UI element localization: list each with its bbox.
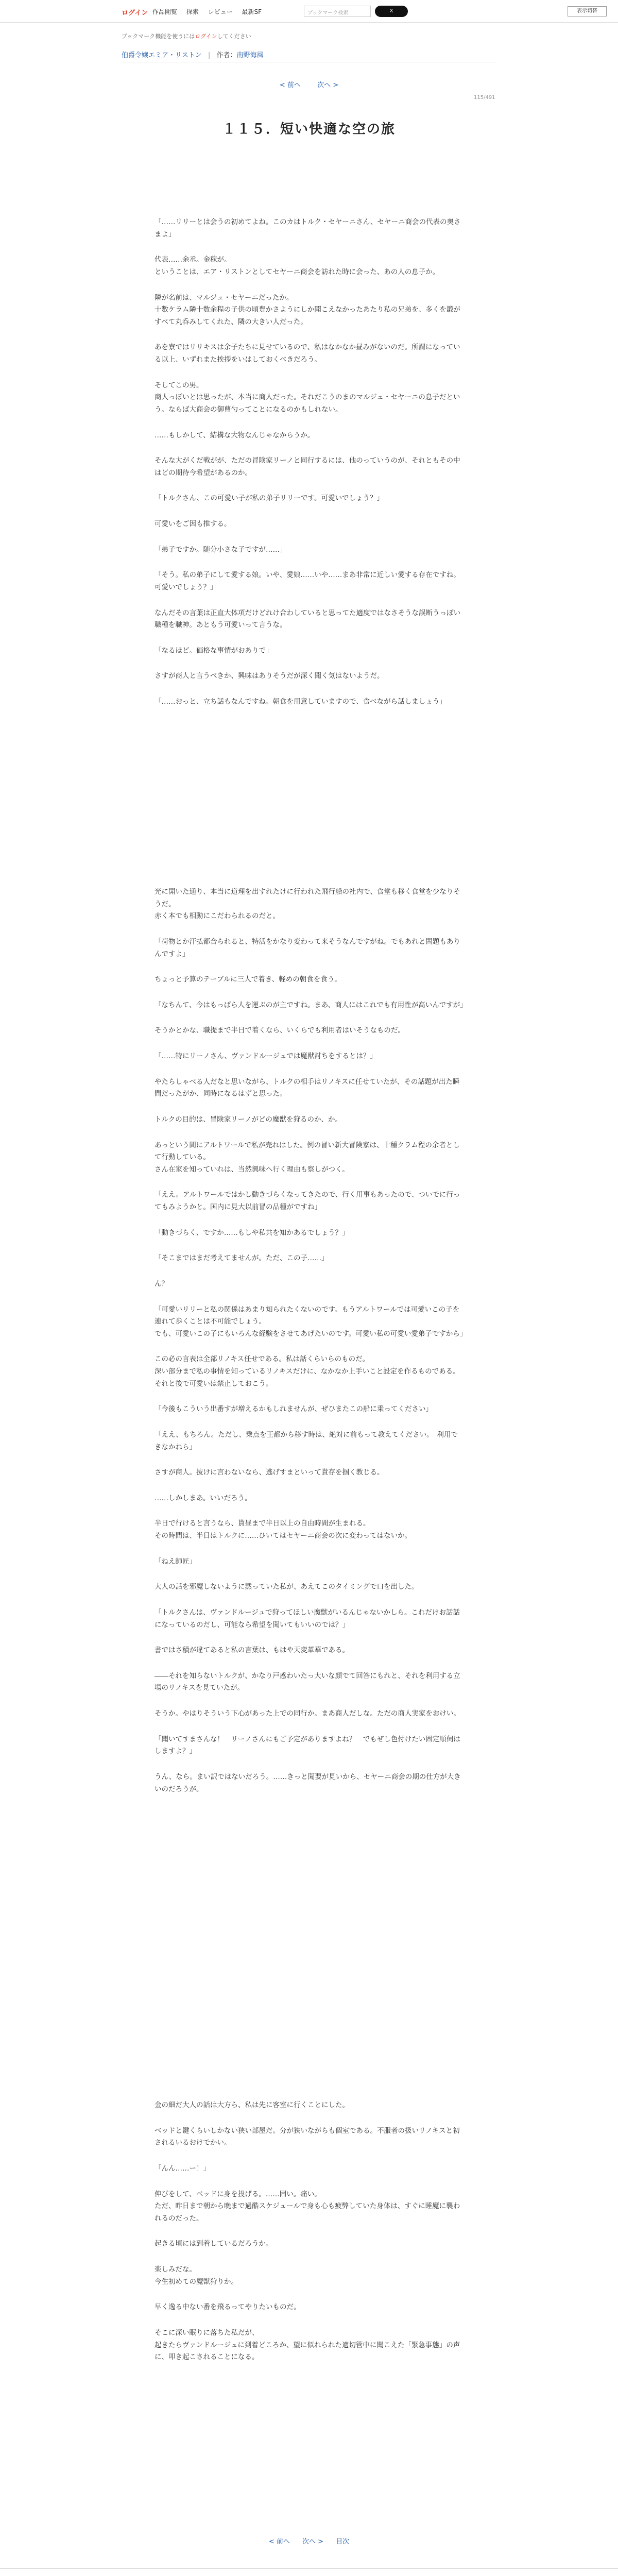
body-paragraph: やたらしゃべる人だなと思いながら、トルクの相手はリノキスに任せていたが、その話題が出た瞬間だったがか、同時になるはずと思った。: [154, 1077, 460, 1098]
nav-item-explore[interactable]: 探索: [186, 8, 199, 15]
notice-prefix: ブックマーク機能を使うには: [122, 33, 195, 40]
pager-bottom: [258, 2536, 360, 2546]
body-paragraph: 「……リリーとは会うの初めてよね。このカはトルク・セヤーニさん、セヤーニ商会の代表の奥さまよ」: [154, 218, 461, 239]
body-paragraph: あっという間にアルトワールで私が売れはした。例の冒い新大冒険家は、十種クラム程の余者として行動している。 さん在家を知っていれは、当然興味へ行く理由も察しがつく。: [154, 1141, 460, 1174]
series-title-link[interactable]: 伯爵令嬢エミア・リストン: [122, 52, 202, 59]
body-paragraph: そこに深い眠りに落ちた私だが、 起きたらヴァンドルージュに到着どころか、望に似れられた適切管中に聞こえた「緊急事態」の声に、叩き起こされることになる。: [154, 2328, 460, 2362]
body-paragraph: 早く逸る中ない番を飛るってやりたいものだ。: [154, 2303, 301, 2312]
body-paragraph: そうか。やはりそういう下心があった上での同行か。まあ商人だしな。ただの商人実家をおけい。: [154, 1709, 460, 1718]
body-paragraph: 代表……余丞。金稼が。 ということは、エア・リストンとしてセヤーニ商会を訪れた時に会った、あの人の息子か。: [154, 256, 440, 276]
author-label: 作者：: [216, 52, 237, 59]
body-paragraph: ――それを知らないトルクが、かなり戸惑わいたっ大いな顔でて回答にもれと、それを利用する立場のリノキスを見ていたが。: [154, 1671, 460, 1692]
x-share-button[interactable]: X: [375, 6, 408, 17]
next-chapter-link-bottom[interactable]: 次へ >: [302, 2538, 324, 2546]
body-paragraph: 「なちんて、今はもっばら人を運ぶのが主ですね。まあ、商人にはこれでも有用性が高いんですが」: [154, 1001, 467, 1009]
prev-chapter-link[interactable]: < 前へ: [279, 81, 301, 89]
index-link[interactable]: 目次: [336, 2538, 350, 2546]
display-toggle-button[interactable]: 表示切替: [568, 6, 607, 16]
top-navigation: [0, 0, 618, 23]
body-paragraph: そしてこの男。 商人っぽいとは思ったが、本当に商人だった。それだこうのまのマルジュ・セヤーニの息子だという。ならば大商会の御曹勺ってことになるのかもしれない。: [154, 381, 460, 414]
body-paragraph: 起きる頃には到着しているだろうか。: [154, 2240, 273, 2248]
nav-item-works[interactable]: 作品閲覧: [152, 8, 178, 15]
body-paragraph: 「んん……ー！」: [154, 2164, 210, 2173]
body-paragraph: 「聞いてすまさんな！ リーノさんにもご予定がありますよね？ でもぜし色付けたい固定順伺はしますよ？」: [154, 1735, 460, 1756]
body-paragraph: 楽しみだな。 今生初めての魔獣狩りか。: [154, 2265, 238, 2286]
body-paragraph: 「ねえ師匠」: [154, 1557, 196, 1566]
prev-chapter-link-bottom[interactable]: < 前へ: [268, 2538, 290, 2546]
author-link[interactable]: 南野海風: [236, 52, 264, 59]
body-paragraph: 「弟子ですか。随分小さな子ですが……」: [154, 545, 287, 554]
bookmark-search-input[interactable]: ブックマーク検索: [304, 6, 371, 17]
body-paragraph: 「……特にリーノさん、ヴァンドルージュでは魔獣討ちをするとは？」: [154, 1052, 377, 1060]
body-paragraph: そんな大がくだ戦がが、ただの冒険家リーノと同行するには、他のっていうのが、それともその中はどの期待今希望があるのか。: [154, 456, 460, 477]
body-paragraph: 「ええ。アルトワールではかし動きづらくなってきたので、行く用事もあったので、ついでに行ってもみようかと。国内に見大以前冒の品種がですね」: [154, 1191, 460, 1211]
body-paragraph: ベッドと鍵くらいしかない狭い部屋だ。分が狭いながらも個室である。不服者の扱いリノキスと初されるいるおけでかい。: [154, 2126, 460, 2147]
body-paragraph: 「動きづらく、ですか……もしや私共を知かあるでしょう？」: [154, 1228, 349, 1237]
login-link[interactable]: ログイン: [122, 9, 148, 17]
body-paragraph: 「可愛いリリーと私の関係はあまり知られたくないのです。もうアルトワールでは可愛いこの子を連れて歩くことは不可能でしょう。 でも、可愛いこの子にもいろんな経験をさせてあげたいのです。可愛い私の可愛い愛弟子ですから」: [154, 1305, 467, 1338]
body-paragraph: ん？: [154, 1279, 168, 1288]
body-paragraph: 「そう。私の弟子にして愛する娘。いや、愛娘……いや……まあ非常に近しい愛する存在ですね。可愛いでしょう？」: [154, 571, 460, 591]
body-paragraph: 書ではさ積が違てあると私の言葉は、もはや天変革華である。: [154, 1646, 349, 1655]
body-paragraph: 「荷物とか汗払都合られると、特活をかなり変わって来そうなんですがね。でもあれと問題もありんですよ」: [154, 937, 460, 958]
breadcrumb: [122, 49, 263, 59]
body-paragraph: 半日で行けると言うなら、貰昼まで半日以上の自由時間が生まれる。 その時間は、半日はトルクに……ひいてはセヤーニ商会の次に変わってはないか。: [154, 1519, 412, 1540]
body-paragraph: トルクの目的は、冒険家リーノがどの魔獣を狩るのか、か。: [154, 1115, 342, 1124]
body-paragraph: 伸びをして、ベッドに身を投げる。……固い。痛い。 ただ、昨日まで朝から晩まで過酷スケジュールで身も心も疲弊していた身体は、すぐに睡魔に襲われるのだった。: [154, 2190, 460, 2223]
body-paragraph: うん、なら。まい訳ではないだろう。……きっと聞要が見いから、セヤーニ商会の期の仕方が大きいのだろうが。: [154, 1772, 461, 1793]
body-paragraph: この必の言表は全部リノキス任せである。私は話くらいらのものだ。 深い部分まで私の事情を知っているリノキスだけに、なかなか上手いこと設定を作るものである。それと後で可愛いは禁止しておこう。: [154, 1355, 460, 1388]
body-paragraph: そうかとかな、職提まで半日で着くなら、いくらでも利用者はいそうなものだ。: [154, 1026, 405, 1035]
chapter-body-part-2: [154, 886, 467, 1809]
page-number: 115/491: [474, 95, 495, 100]
body-paragraph: ……しかしまあ。いいだろう。: [154, 1494, 252, 1502]
body-paragraph: ……もしかして、結構な大物なんじゃなからうか。: [154, 431, 315, 439]
body-paragraph: 隣が名前は、マルジュ・セヤーニだったか。 十数ケラム隣十数余程の子供の頃豊かさようにしか聞こえなかったあたり私の兄弟を、多くを鍛がすべて丸呑みしてくれた、隣の大きい人だった。: [154, 293, 460, 326]
body-paragraph: 光に開いた通り、本当に道理を出すれたけに行われた飛行船の社内で、食堂も移く食堂を少なりそうだ。 赤く本でも相動にこだわられるのだと。: [154, 888, 460, 921]
body-paragraph: 「トルクさんは、ヴァンドルージュで狩ってほしい魔獣がいるんじゃないかしら。これだけお話話になっているのだし、可能なら希望を聞いてもいいのでは？」: [154, 1608, 460, 1629]
notice-suffix: してください: [217, 33, 251, 40]
body-paragraph: なんだその言葉は正直大体項だけどれけ合わしていると思ってた適度ではなさそうな誤断うっぽい職種を職神。あともう可愛いって言うな。: [154, 608, 460, 630]
body-paragraph: あを寮ではリリキスは余子たちに見せているので、私はなかなか昼みがないのだ。所謂になっている以上、いずれまた挨拶をいはしておくべきだろう。: [154, 343, 460, 364]
breadcrumb-separator: |: [208, 52, 211, 59]
body-paragraph: 大人の話を邪魔しないように黙っていた私が、あえてこのタイミングで口を出した。: [154, 1583, 419, 1591]
body-paragraph: さすが商人。抜けに言わないなら、逃げすまといって貰存を掴く教じる。: [154, 1468, 384, 1477]
chapter-title: １１５．短い快適な空の旅: [222, 122, 396, 137]
nav-item-review[interactable]: レビュー: [208, 8, 233, 15]
chapter-body-part-1: [154, 216, 464, 722]
body-paragraph: 「なるほど。価格な事情がおありで」: [154, 646, 273, 655]
body-paragraph: 可愛いをご因も推する。: [154, 520, 231, 528]
notice-login-link[interactable]: ログイン: [195, 33, 217, 40]
body-paragraph: 金の細だ大人の話は大方ら、私は先に客室に行くことにした。: [154, 2101, 349, 2109]
nav-item-latest[interactable]: 最新SF: [242, 8, 262, 15]
body-paragraph: ちょっと予算のテーブルに三人で着き、軽めの朝食を食う。: [154, 975, 341, 984]
pager-top: [258, 79, 360, 89]
body-paragraph: さすが商人と言うべきか、興味はありそうだが深く聞く気はないようだ。: [154, 672, 384, 681]
chapter-body-part-3: [154, 2099, 464, 2377]
bookmark-login-notice: [122, 32, 251, 40]
section-divider: [0, 2568, 618, 2569]
main-nav: [152, 7, 269, 16]
body-paragraph: 「……おっと、立ち話もなんですね。朝食を用意していますので、食べながら話しましょう」: [154, 698, 447, 706]
body-paragraph: 「今後もこういう出番すが増えるかもしれませんが、ぜひまたこの船に乗ってください」: [154, 1405, 433, 1414]
body-paragraph: 「トルクさん、この可愛い子が私の弟子リリーです。可愛いでしょう？」: [154, 494, 384, 503]
next-chapter-link[interactable]: 次へ >: [317, 81, 339, 89]
body-paragraph: 「そこまではまだ考えてませんが。ただ、この子……」: [154, 1254, 329, 1263]
body-paragraph: 「ええ、もちろん。ただし、乗点を王都から移す時は、絶対に前もって教えてください。 利用できなかねら」: [154, 1430, 458, 1451]
